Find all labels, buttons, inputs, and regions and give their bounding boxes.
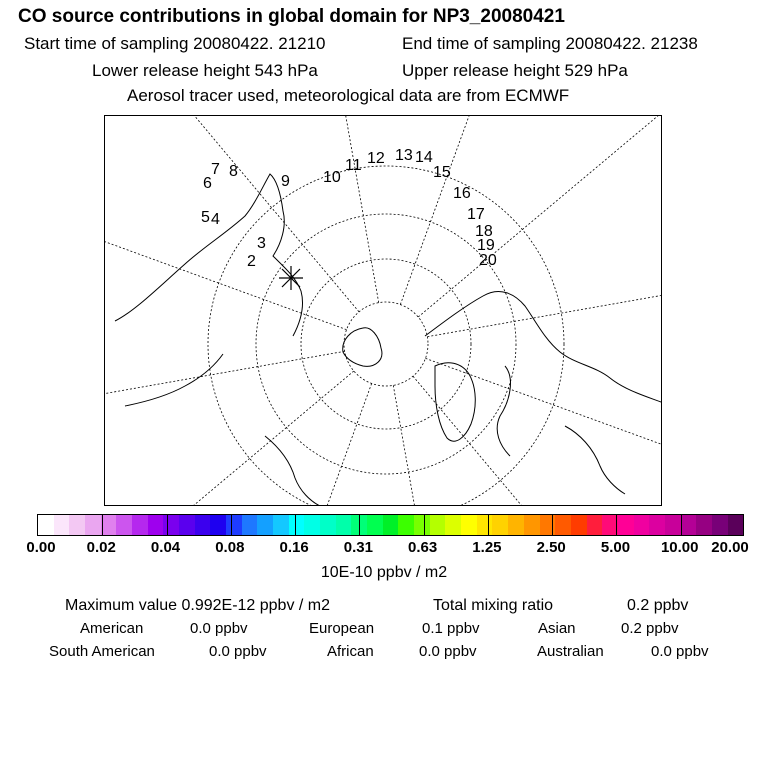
- source-south-american-value: 0.0 ppbv: [209, 643, 267, 660]
- colorbar-cell: [728, 515, 744, 535]
- colorbar-cell: [508, 515, 524, 535]
- colorbar-cell: [242, 515, 258, 535]
- trajectory-label: 17: [467, 206, 485, 223]
- colorbar-major-divider: [616, 515, 617, 535]
- trajectory-label: 19: [477, 237, 495, 254]
- colorbar-cell: [320, 515, 336, 535]
- meridians: [105, 116, 662, 506]
- colorbar-cell: [383, 515, 399, 535]
- trajectory-label: 20: [479, 252, 497, 269]
- colorbar-cell: [524, 515, 540, 535]
- trajectory-label: 13: [395, 147, 413, 164]
- coastline-europe: [343, 328, 382, 367]
- trajectory-label: 2: [247, 253, 256, 270]
- meridian-line: [427, 271, 662, 337]
- colorbar-cell: [665, 515, 681, 535]
- colorbar-major-divider: [295, 515, 296, 535]
- meridian-line: [105, 200, 347, 329]
- colorbar-major-divider: [167, 515, 168, 535]
- colorbar-units: 10E-10 ppbv / m2: [320, 564, 448, 581]
- colorbar-cell: [649, 515, 665, 535]
- source-south-american-label: South American: [49, 643, 155, 660]
- colorbar-cell: [430, 515, 446, 535]
- colorbar-major-divider: [231, 515, 232, 535]
- colorbar-major-divider: [424, 515, 425, 535]
- coastline-north-america: [115, 174, 303, 336]
- colorbar-cell: [195, 515, 211, 535]
- trajectory-label: 8: [229, 163, 238, 180]
- colorbar-tick-label: 5.00: [600, 539, 631, 556]
- meridian-line: [242, 383, 371, 506]
- colorbar-cell: [367, 515, 383, 535]
- colorbar-tick-label: 0.63: [408, 539, 438, 556]
- maximum-value: Maximum value 0.992E-12 ppbv / m2: [65, 597, 331, 614]
- coastline-asia: [425, 291, 661, 402]
- colorbar-tick-label: 2.50: [536, 539, 566, 556]
- trajectory-label: 3: [257, 235, 266, 252]
- colorbar-tick-label: 10.00: [660, 539, 699, 556]
- source-american-label: American: [80, 620, 144, 637]
- colorbar-cell: [587, 515, 603, 535]
- colorbar-cell: [69, 515, 85, 535]
- coastline-greenland: [435, 363, 475, 441]
- colorbar-tick-label: 1.25: [472, 539, 502, 556]
- colorbar-cell: [257, 515, 273, 535]
- colorbar-cell: [304, 515, 320, 535]
- trajectory-label: 11: [345, 157, 362, 174]
- source-australian-label: Australian: [537, 643, 604, 660]
- latitude-circle-outer: [208, 166, 564, 506]
- latitude-circle-inner: [301, 259, 471, 429]
- plot-title: CO source contributions in global domain for NP3_20080421: [18, 6, 565, 27]
- colorbar-cell: [681, 515, 697, 535]
- source-european-label: European: [309, 620, 375, 637]
- colorbar-cell: [445, 515, 461, 535]
- colorbar-cell: [148, 515, 164, 535]
- start-time: Start time of sampling 20080422. 21210: [24, 34, 326, 53]
- tracer-note: Aerosol tracer used, meteorological data are from ECMWF: [127, 86, 570, 105]
- source-american-value: 0.0 ppbv: [190, 620, 248, 637]
- latitude-circle-polar: [344, 302, 428, 386]
- polar-map: [104, 115, 662, 506]
- coastline-west: [125, 354, 223, 406]
- coastlines: [115, 174, 661, 506]
- colorbar-cell: [289, 515, 305, 535]
- colorbar-cell: [696, 515, 712, 535]
- source-asian-label: Asian: [538, 620, 576, 637]
- colorbar-cell: [85, 515, 101, 535]
- trajectory-label: 16: [453, 185, 471, 202]
- trajectory-label: 6: [203, 175, 212, 192]
- colorbar-cell: [555, 515, 571, 535]
- colorbar-major-divider: [359, 515, 360, 535]
- source-asian-value: 0.2 ppbv: [621, 620, 679, 637]
- trajectory-label: 14: [415, 149, 433, 166]
- colorbar-cell: [54, 515, 70, 535]
- colorbar-tick-label: 0.31: [343, 539, 373, 556]
- colorbar-cell: [492, 515, 508, 535]
- colorbar-cell: [273, 515, 289, 535]
- meridian-line: [105, 351, 345, 417]
- total-mixing-value: 0.2 ppbv: [627, 597, 689, 614]
- meridian-line: [313, 116, 379, 303]
- colorbar-major-divider: [681, 515, 682, 535]
- colorbar-cell: [116, 515, 132, 535]
- map-canvas: [105, 116, 662, 506]
- coastline-asia-east: [497, 366, 510, 456]
- trajectory-label: 7: [211, 161, 220, 178]
- trajectory-label: 12: [367, 150, 385, 167]
- meridian-line: [425, 358, 662, 487]
- colorbar-major-divider: [552, 515, 553, 535]
- source-african-label: African: [327, 643, 374, 660]
- colorbar-tick-label: 0.08: [215, 539, 245, 556]
- source-european-value: 0.1 ppbv: [422, 620, 480, 637]
- graticule: [208, 166, 564, 506]
- colorbar-major-divider: [102, 515, 103, 535]
- colorbar-cell: [226, 515, 242, 535]
- upper-release-height: Upper release height 529 hPa: [402, 61, 628, 80]
- colorbar-cell: [477, 515, 493, 535]
- meridian-line: [116, 116, 359, 312]
- colorbar-cell: [398, 515, 414, 535]
- colorbar-tick-label: 0.16: [279, 539, 309, 556]
- source-african-value: 0.0 ppbv: [419, 643, 477, 660]
- release-marker-icon: [279, 266, 303, 290]
- colorbar-tick-label: 0.04: [150, 539, 181, 556]
- colorbar-tick-label: 20.00: [711, 539, 749, 556]
- colorbar-cell: [336, 515, 352, 535]
- colorbar-cell: [179, 515, 195, 535]
- colorbar-cell: [634, 515, 650, 535]
- end-time: End time of sampling 20080422. 21238: [402, 34, 698, 53]
- colorbar-cell: [132, 515, 148, 535]
- meridian-line: [400, 116, 529, 305]
- trajectory-labels: [201, 147, 497, 270]
- lower-release-height: Lower release height 543 hPa: [92, 61, 318, 80]
- meridian-line: [418, 116, 662, 317]
- trajectory-label: 10: [323, 169, 341, 186]
- colorbar-cell: [712, 515, 728, 535]
- colorbar-cell: [461, 515, 477, 535]
- colorbar-cell: [414, 515, 430, 535]
- colorbar-cell: [210, 515, 226, 535]
- colorbar-major-divider: [488, 515, 489, 535]
- trajectory-label: 5: [201, 209, 210, 226]
- meridian-line: [393, 385, 459, 506]
- total-mixing-label: Total mixing ratio: [433, 597, 554, 614]
- colorbar-cell: [618, 515, 634, 535]
- colorbar-tick-label: 0.02: [86, 539, 116, 556]
- colorbar-cell: [38, 515, 54, 535]
- meridian-line: [105, 371, 354, 506]
- trajectory-label: 15: [433, 164, 451, 181]
- meridian-line: [413, 376, 656, 506]
- trajectory-label: 18: [475, 223, 493, 240]
- trajectory-label: 9: [281, 173, 290, 190]
- trajectory-label: 4: [211, 211, 220, 228]
- coastline-southeast: [565, 426, 625, 494]
- colorbar: [37, 514, 744, 536]
- colorbar-cell: [571, 515, 587, 535]
- source-australian-value: 0.0 ppbv: [651, 643, 709, 660]
- colorbar-tick-label: 0.00: [26, 539, 56, 556]
